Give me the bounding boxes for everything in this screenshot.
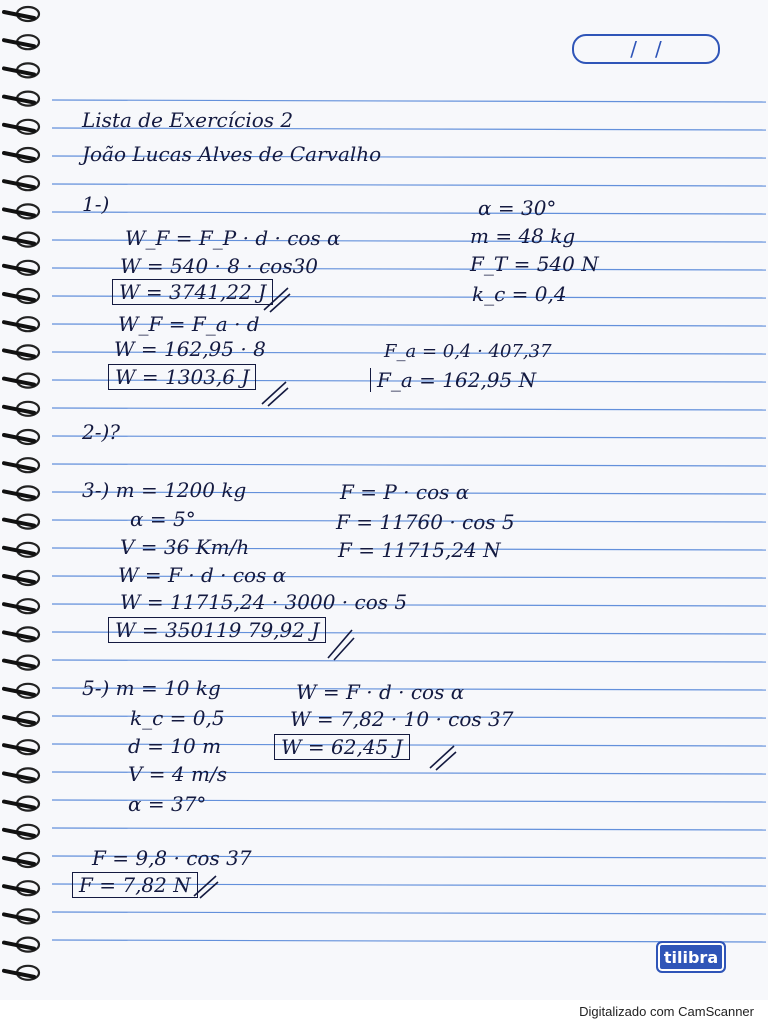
ex3-line: W = F · d · cos α (118, 563, 287, 587)
ruled-line (52, 212, 766, 214)
ex1-result-box: W = 3741,22 J (112, 279, 273, 305)
ruled-line (52, 408, 766, 410)
ex3-line: 3-) m = 1200 kg (82, 478, 247, 502)
ex5-line: V = 4 m/s (128, 762, 227, 786)
ruled-line (52, 464, 766, 466)
exercise-2-label: 2-)? (82, 420, 121, 444)
ruled-line (52, 912, 766, 914)
ex1-data: k_c = 0,4 (472, 282, 567, 306)
ex3-force: F = 11715,24 N (338, 538, 501, 562)
ex5-work: W = 7,82 · 10 · cos 37 (290, 707, 514, 731)
ex1-line: W = 162,95 · 8 (114, 337, 266, 361)
ex5-line: k_c = 0,5 (130, 706, 225, 730)
ex3-line: α = 5° (130, 507, 196, 531)
ex5-result-box: W = 62,45 J (274, 734, 410, 760)
spiral-binding (0, 0, 60, 1000)
check-scribble (262, 284, 292, 314)
ex3-line: V = 36 Km/h (120, 535, 250, 559)
ex3-result-box: W = 350119 79,92 J (108, 617, 326, 643)
ex1-result-box: W = 1303,6 J (108, 364, 256, 390)
ex1-line: W_F = F_P · d · cos α (125, 226, 341, 250)
ex5-line: d = 10 m (128, 734, 222, 758)
date-slash: / (655, 37, 662, 61)
ex1-data: α = 30° (478, 196, 557, 220)
check-scribble (428, 742, 458, 772)
page-title: Lista de Exercícios 2 (82, 108, 294, 132)
ex1-line: W = 540 · 8 · cos30 (120, 254, 319, 278)
ex5-work: W = F · d · cos α (296, 680, 465, 704)
ruled-line (52, 100, 766, 102)
date-box (572, 34, 720, 64)
check-scribble (326, 626, 356, 662)
ex5-line: 5-) m = 10 kg (82, 676, 221, 700)
ex3-force: F = P · cos α (340, 480, 470, 504)
ruled-line (52, 436, 766, 438)
scanner-watermark: Digitalizado com CamScanner (579, 1004, 754, 1019)
ruled-line (52, 660, 766, 662)
ruled-line (52, 828, 766, 830)
ruled-line (52, 184, 766, 186)
exercise-1-label: 1-) (82, 192, 110, 216)
ex5-force-result-box: F = 7,82 N (72, 872, 198, 898)
ex1-line: W_F = F_a · d (118, 312, 260, 336)
ex3-force: F = 11760 · cos 5 (336, 510, 515, 534)
ex5-force: F = 9,8 · cos 37 (92, 846, 252, 870)
brand-logo: tilibra (656, 941, 726, 973)
ex3-line: W = 11715,24 · 3000 · cos 5 (120, 590, 408, 614)
check-scribble (192, 872, 220, 900)
ex1-data: F_T = 540 N (470, 252, 599, 276)
date-slash: / (630, 37, 637, 61)
author-name: João Lucas Alves de Carvalho (82, 142, 382, 166)
ex1-data: F_a = 0,4 · 407,37 (384, 341, 552, 362)
check-scribble (260, 378, 290, 408)
ex5-line: α = 37° (128, 792, 207, 816)
ex1-data: m = 48 kg (470, 224, 576, 248)
ex1-friction-result: F_a = 162,95 N (370, 368, 536, 392)
